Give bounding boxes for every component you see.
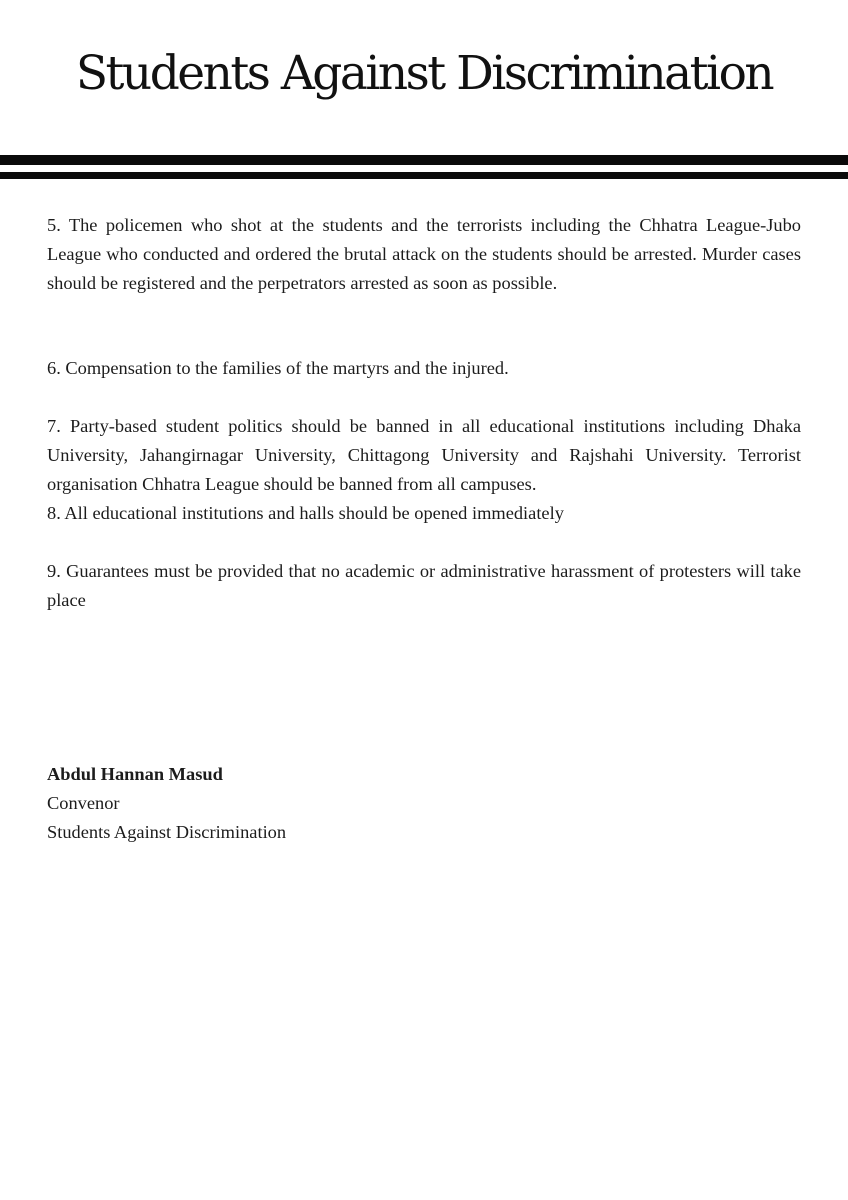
header-rule-thick — [0, 155, 848, 165]
signatory-role: Convenor — [47, 793, 120, 814]
demand-6: 6. Compensation to the families of the martyrs and the injured. — [47, 358, 509, 378]
signatory-organization: Students Against Discrimination — [47, 822, 287, 843]
signatory-name: Abdul Hannan Masud — [47, 764, 223, 784]
letterhead-title: Students Against Discrimination — [75, 46, 773, 101]
header-rule-thin — [0, 172, 848, 179]
demand-9: 9. Guarantees must be provided that no academic or administrative harassment of protesters will take place — [47, 561, 801, 611]
demand-7: 7. Party-based student politics should be banned in all educational institutions including Dhaka University, Jahangirnagar University, Chittagong University and Rajshahi University. Terrorist organisation Chhatra League should be banned from all campuses. — [47, 416, 801, 495]
signature-block — [47, 760, 286, 848]
demand-8: 8. All educational institutions and halls should be opened immediately — [47, 503, 564, 523]
demand-5: 5. The policemen who shot at the students and the terrorists including the Chhatra League-Jubo League who conducted and ordered the brutal attack on the students should be arrested. Murder cases should be registered and the perpetrators arrested as soon as possible. — [47, 215, 801, 294]
